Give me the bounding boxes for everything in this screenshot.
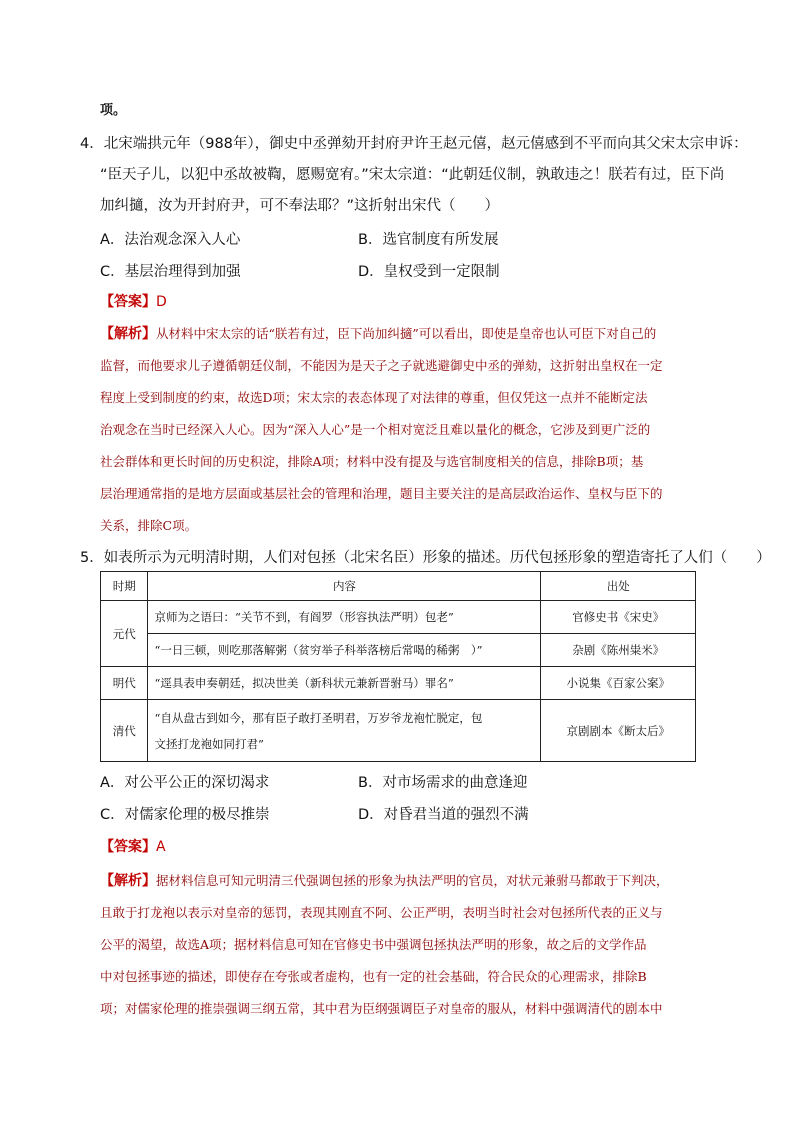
table-cell-source: 小说集《百家公案》 — [541, 667, 696, 700]
q4-option-c[interactable]: C．基层治理得到加强 — [100, 264, 241, 280]
q5-answer-value: A — [156, 839, 166, 855]
q4-explanation-line: 社会群体和更长时间的历史积淀，排除A项；材料中没有提及与选官制度相关的信息，排除B项；基 — [100, 454, 644, 469]
table-cell-source: 官修史书《宋史》 — [541, 601, 696, 634]
q4-stem-line1 — [80, 134, 748, 154]
table-cell-content — [148, 700, 541, 762]
q4-stem-text-1: 北宋端拱元年（988年），御史中丞弹劾开封府尹许王赵元僖，赵元僖感到不平而向其父宋太宗申诉： — [103, 136, 748, 152]
q4-number: 4． — [80, 136, 104, 152]
q5-option-d[interactable]: D．对昏君当道的强烈不满 — [358, 807, 529, 823]
q5-option-b[interactable]: B．对市场需求的曲意逢迎 — [358, 775, 528, 791]
q5-explanation-line: 【解析】据材料信息可知元明清三代强调包拯的形象为执法严明的官员，对状元兼驸马都敢于下判决， — [100, 873, 669, 889]
table-cell-content: “一日三顿，则吃那落解粥（贫穷举子科举落榜后常喝的稀粥 ）” — [148, 634, 541, 667]
q4-explanation-line: 治观念在当时已经深入人心。因为“深入人心”是一个相对宽泛且难以量化的概念，它涉及到更广泛的 — [100, 422, 651, 437]
previous-question-fragment: 项。 — [100, 103, 127, 118]
q5-answer — [100, 837, 166, 857]
table-cell-content-line: 文拯打龙袍如同打君” — [154, 736, 264, 751]
table-row — [101, 634, 696, 667]
table-cell-content-line: “自从盘古到如今，那有臣子敢打圣明君，万岁爷龙袍忙脱定，包 — [154, 710, 483, 725]
q4-answer-value: D — [156, 294, 167, 310]
q4-answer-tag: 【答案】 — [100, 294, 156, 310]
q4-explanation-line: 关系，排除C项。 — [100, 518, 198, 533]
q5-explanation-line: 中对包拯事迹的描述，即使存在夸张或者虚构，也有一定的社会基础，符合民众的心理需求，排除B — [100, 969, 647, 984]
q5-explanation-line: 项；对儒家伦理的推崇强调三纲五常，其中君为臣纲强调臣子对皇帝的服从，材料中强调清代的剧本中 — [100, 1001, 663, 1016]
table-header-source: 出处 — [541, 572, 696, 601]
table-header-content: 内容 — [148, 572, 541, 601]
q4-explanation-line: 程度上受到制度的约束，故选D项；宋太宗的表态体现了对法律的尊重，但仅凭这一点并不能断定法 — [100, 390, 648, 405]
q5-explanation-tag: 【解析】 — [100, 873, 156, 889]
q5-answer-tag: 【答案】 — [100, 839, 156, 855]
q5-stem — [80, 548, 771, 568]
table-cell-period: 元代 — [101, 601, 148, 667]
q5-explanation-line: 公平的渴望，故选A项；据材料信息可知在官修史书中强调包拯执法严明的形象，故之后的文学作品 — [100, 937, 647, 952]
table-cell-source: 杂剧《陈州粜米》 — [541, 634, 696, 667]
table-cell-source: 京剧剧本《断太后》 — [541, 700, 696, 762]
q4-answer — [100, 292, 167, 312]
table-row — [101, 601, 696, 634]
q5-option-c[interactable]: C．对儒家伦理的极尽推崇 — [100, 807, 270, 823]
q4-explanation-tag: 【解析】 — [100, 326, 156, 342]
table-cell-content: 京师为之语曰：“关节不到，有阎罗（形容执法严明）包老” — [148, 601, 541, 634]
table-row — [101, 700, 696, 762]
q5-table — [100, 571, 696, 762]
q4-explanation-line: 监督，而他要求儿子遵循朝廷仪制，不能因为是天子之子就逃避御史中丞的弹劾，这折射出皇权在一定 — [100, 358, 663, 373]
table-row — [101, 667, 696, 700]
q4-stem-line2: “臣天子儿，以犯中丞故被鞫，愿赐宽宥。”宋太宗道：“此朝廷仪制，孰敢违之！朕若有过，臣下尚 — [100, 167, 725, 183]
q5-option-a[interactable]: A．对公平公正的深切渴求 — [100, 775, 270, 791]
q4-explanation-line: 【解析】从材料中宋太宗的话“朕若有过，臣下尚加纠擿”可以看出，即使是皇帝也认可臣下对自己的 — [100, 326, 657, 342]
table-cell-content: “逕具表申奏朝廷，拟决世美（新科状元兼新晋驸马）罪名” — [148, 667, 541, 700]
q4-stem-line3: 加纠擿，汝为开封府尹，可不奉法耶？”这折射出宋代（ ） — [100, 198, 500, 214]
table-cell-period: 明代 — [101, 667, 148, 700]
table-header-period: 时期 — [101, 572, 148, 601]
q5-number: 5． — [80, 550, 104, 566]
q4-option-d[interactable]: D．皇权受到一定限制 — [358, 264, 500, 280]
q4-option-a[interactable]: A．法治观念深入人心 — [100, 232, 241, 248]
table-cell-period: 清代 — [101, 700, 148, 762]
q4-explanation-line: 层治理通常指的是地方层面或基层社会的管理和治理，题目主要关注的是高层政治运作、皇权与臣下的 — [100, 486, 663, 501]
table-header-row — [101, 572, 696, 601]
q4-option-b[interactable]: B．选官制度有所发展 — [358, 232, 499, 248]
q5-explanation-line: 且敢于打龙袍以表示对皇帝的惩罚，表现其刚直不阿、公正严明，表明当时社会对包拯所代表的正义与 — [100, 905, 663, 920]
q5-stem-text: 如表所示为元明清时期，人们对包拯（北宋名臣）形象的描述。历代包拯形象的塑造寄托了人们（ ） — [103, 550, 771, 566]
